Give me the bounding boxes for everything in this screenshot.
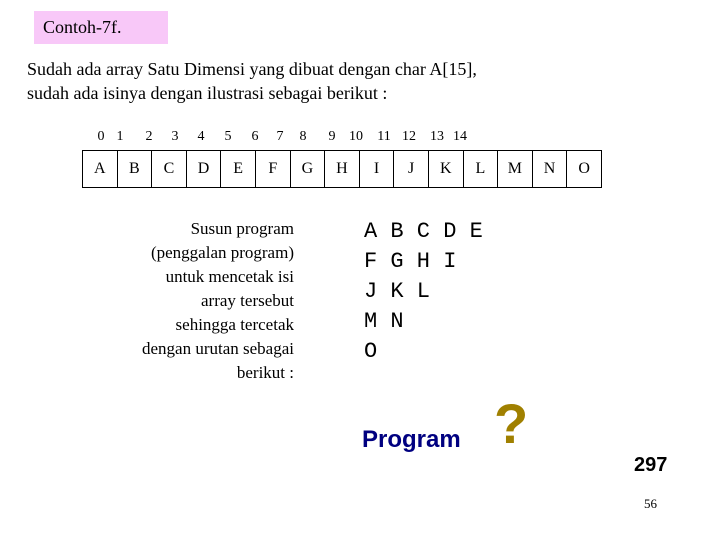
- index-label: 4: [197, 129, 205, 144]
- index-label: 8: [299, 129, 307, 144]
- index-label: 9: [328, 129, 336, 144]
- page-number: 56: [644, 496, 657, 511]
- output-line: F G H I: [364, 249, 457, 274]
- slide-number-large: 297: [634, 454, 668, 476]
- array-cell: G: [290, 150, 326, 188]
- slide-title: Contoh-7f.: [34, 11, 168, 44]
- task-line: (penggalan program): [150, 243, 294, 262]
- index-label: 3: [171, 129, 179, 144]
- program-label: Program: [362, 426, 461, 453]
- output-line: M N: [364, 309, 404, 334]
- index-label: 7: [276, 129, 284, 144]
- array-cell: B: [117, 150, 153, 188]
- index-label: 5: [224, 129, 232, 144]
- index-label: 14: [453, 129, 467, 144]
- index-label: 0: [97, 129, 105, 144]
- array-cell: A: [82, 150, 118, 188]
- expected-output: [364, 217, 483, 367]
- task-line: Susun program: [190, 219, 294, 238]
- output-line: O: [364, 339, 378, 364]
- index-label: 10: [349, 129, 363, 144]
- array-cell: C: [151, 150, 187, 188]
- array-cell: N: [532, 150, 568, 188]
- array-index-labels: [0, 129, 720, 147]
- task-description: [60, 217, 294, 385]
- index-label: 6: [251, 129, 259, 144]
- array-cell: D: [186, 150, 222, 188]
- task-line: sehingga tercetak: [175, 315, 294, 334]
- index-label: 2: [145, 129, 153, 144]
- task-line: dengan urutan sebagai: [142, 339, 294, 358]
- intro-line-2: sudah ada isinya dengan ilustrasi sebagai berikut :: [27, 83, 388, 103]
- array-cell: J: [393, 150, 429, 188]
- output-line: J K L: [364, 279, 431, 304]
- task-line: berikut :: [236, 363, 294, 382]
- array-cell: K: [428, 150, 464, 188]
- index-label: 1: [116, 129, 124, 144]
- task-line: untuk mencetak isi: [165, 267, 294, 286]
- index-label: 13: [430, 129, 444, 144]
- task-line: array tersebut: [201, 291, 294, 310]
- array-cell: M: [497, 150, 533, 188]
- array-cell: O: [566, 150, 602, 188]
- question-mark-icon: ?: [494, 392, 529, 455]
- array-cell: L: [463, 150, 499, 188]
- array-cell: F: [255, 150, 291, 188]
- index-label: 11: [377, 129, 391, 144]
- array-cells: [83, 150, 602, 188]
- index-label: 12: [402, 129, 416, 144]
- array-cell: E: [220, 150, 256, 188]
- intro-line-1: Sudah ada array Satu Dimensi yang dibuat dengan char A[15],: [27, 59, 477, 79]
- array-cell: H: [324, 150, 360, 188]
- array-cell: I: [359, 150, 395, 188]
- output-line: A B C D E: [364, 219, 483, 244]
- intro-text: [27, 57, 477, 105]
